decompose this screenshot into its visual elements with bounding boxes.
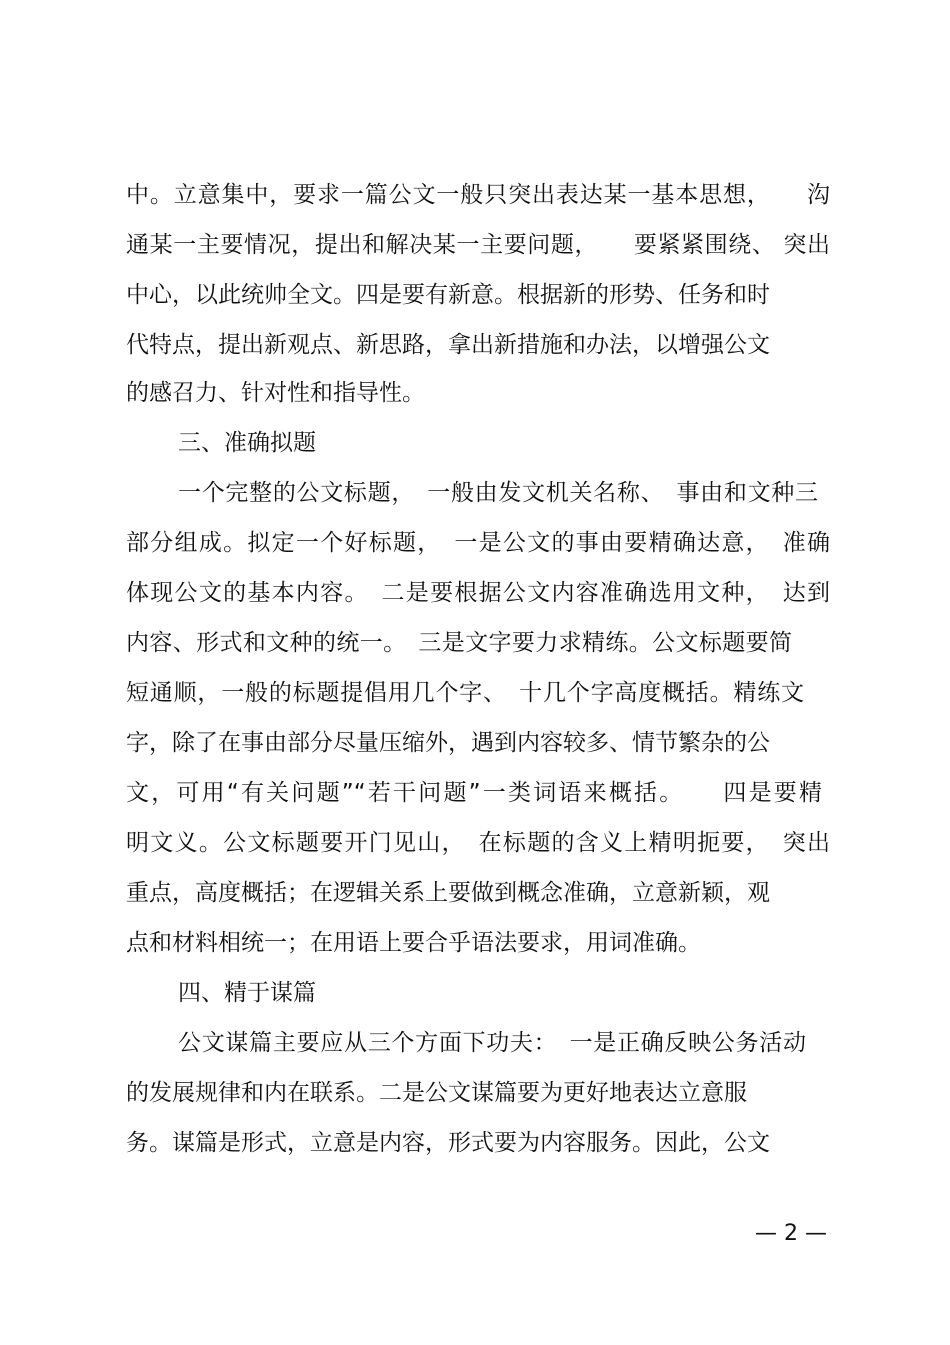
- body-text-line: 通某一主要情况，提出和解决某一主要问题， 要紧紧围绕、 突出: [126, 232, 830, 258]
- body-text-line: 部分组成。拟定一个好标题， 一是公文的事由要精确达意， 准确: [126, 530, 830, 556]
- body-text-line: 点和材料相统一；在用语上要合乎语法要求，用词准确。: [126, 930, 701, 956]
- body-text-line: 务。谋篇是形式，立意是内容，形式要为内容服务。因此，公文: [126, 1130, 770, 1156]
- section-heading: 三、准确拟题: [178, 430, 316, 456]
- body-text-line: 一个完整的公文标题， 一般由发文机关名称、 事由和文种三: [178, 480, 818, 506]
- body-text-line: 重点，高度概括；在逻辑关系上要做到概念准确，立意新颖，观: [126, 880, 770, 906]
- body-text-line: 公文谋篇主要应从三个方面下功夫： 一是正确反映公务活动: [178, 1030, 806, 1056]
- body-text-line: 明文义。公文标题要开门见山， 在标题的含义上精明扼要， 突出: [126, 830, 830, 856]
- body-text-line: 代特点，提出新观点、新思路，拿出新措施和办法，以增强公文: [126, 332, 770, 358]
- body-text-line: 短通顺，一般的标题提倡用几个字、 十几个字高度概括。精练文: [126, 680, 804, 706]
- body-text-line: 中。立意集中，要求一篇公文一般只突出表达某一基本思想， 沟: [126, 182, 830, 208]
- body-text-line: 的发展规律和内在联系。二是公文谋篇要为更好地表达立意服: [126, 1080, 747, 1106]
- body-text-line: 的感召力、针对性和指导性。: [126, 380, 425, 406]
- body-text-line: 字，除了在事由部分尽量压缩外，遇到内容较多、情节繁杂的公: [126, 730, 770, 756]
- body-text-line: 中心，以此统帅全文。四是要有新意。根据新的形势、任务和时: [126, 282, 770, 308]
- body-text-line: 文，可用“有关问题”“若干问题”一类词语来概括。 四是要精: [126, 780, 822, 806]
- section-heading: 四、精于谋篇: [178, 980, 316, 1006]
- body-text-line: 体现公文的基本内容。 二是要根据公文内容准确选用文种， 达到: [126, 580, 830, 606]
- page-number: — 2 —: [755, 1221, 827, 1246]
- body-text-line: 内容、形式和文种的统一。 三是文字要力求精练。公文标题要简: [126, 630, 792, 656]
